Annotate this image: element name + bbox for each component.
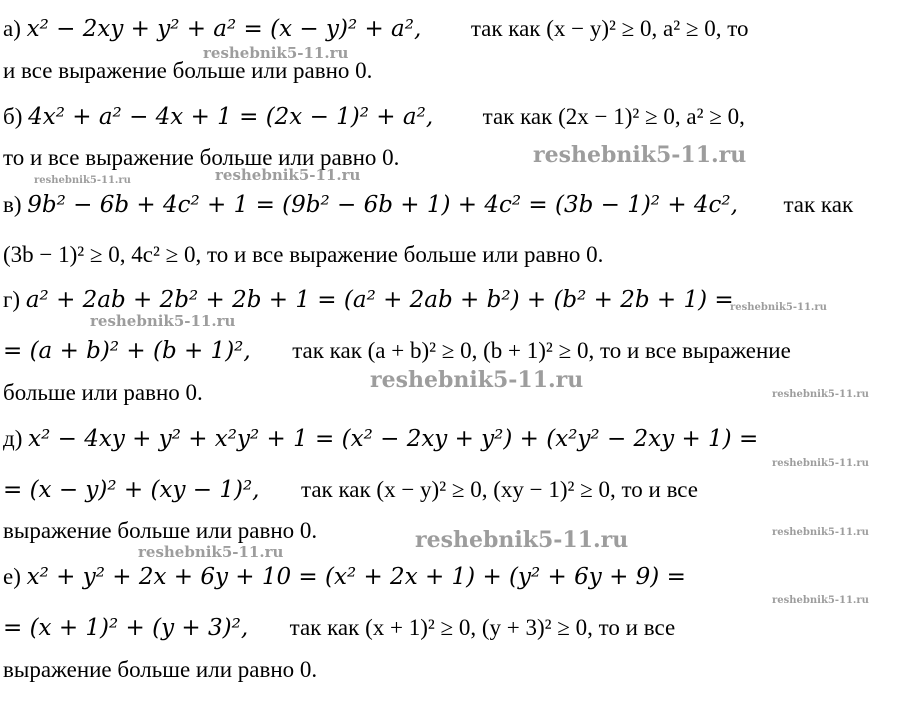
watermark: reshebnik5-11.ru <box>533 142 747 168</box>
problem-e-line-1 <box>3 562 686 592</box>
problem-g-line-2 <box>3 336 791 366</box>
problem-d-condition: так как (x − y)² ≥ 0, (xy − 1)² ≥ 0, то и все <box>300 477 699 502</box>
problem-v-expression: 9b² − 6b + 4c² + 1 = (9b² − 6b + 1) + 4c² = (3b − 1)² + 4c², <box>27 192 738 218</box>
problem-g-label: г) <box>3 287 21 312</box>
problem-a-conclusion: и все выражение больше или равно 0. <box>3 58 373 83</box>
watermark: reshebnik5-11.ru <box>34 175 131 186</box>
problem-d-result: = (x − y)² + (xy − 1)², <box>3 477 260 503</box>
problem-v-condition: так как <box>783 192 854 217</box>
problem-b-label: б) <box>3 104 23 129</box>
problem-d-line-1 <box>3 424 758 454</box>
problem-a-line-1 <box>3 14 749 44</box>
problem-g-expression: a² + 2ab + 2b² + 2b + 1 = (a² + 2ab + b²) + (b² + 2b + 1) = <box>25 287 734 313</box>
watermark: reshebnik5-11.ru <box>730 302 827 313</box>
watermark: reshebnik5-11.ru <box>215 166 361 184</box>
watermark: reshebnik5-11.ru <box>772 595 869 606</box>
watermark: reshebnik5-11.ru <box>138 543 284 561</box>
problem-g-conclusion: больше или равно 0. <box>3 380 203 405</box>
watermark: reshebnik5-11.ru <box>772 389 869 400</box>
problem-a-condition: так как (x − y)² ≥ 0, a² ≥ 0, то <box>470 16 749 41</box>
problem-b-condition: так как (2x − 1)² ≥ 0, a² ≥ 0, <box>482 104 745 129</box>
problem-a-label: а) <box>3 16 21 41</box>
problem-b-line-1 <box>3 102 745 132</box>
problem-e-label: е) <box>3 564 21 589</box>
problem-b-expression: 4x² + a² − 4x + 1 = (2x − 1)² + a², <box>28 104 434 130</box>
problem-a-expression: x² − 2xy + y² + a² = (x − y)² + a², <box>26 16 422 42</box>
watermark: reshebnik5-11.ru <box>370 367 584 393</box>
problem-e-condition: так как (x + 1)² ≥ 0, (y + 3)² ≥ 0, то и все <box>289 615 676 640</box>
watermark: reshebnik5-11.ru <box>90 312 236 330</box>
problem-g-result: = (a + b)² + (b + 1)², <box>3 338 251 364</box>
problem-d-expression: x² − 4xy + y² + x²y² + 1 = (x² − 2xy + y²) + (x²y² − 2xy + 1) = <box>28 426 759 452</box>
problem-d-conclusion: выражение больше или равно 0. <box>3 518 318 543</box>
problem-d-label: д) <box>3 426 23 451</box>
problem-e-line-2 <box>3 613 675 643</box>
problem-d-line-2 <box>3 475 698 505</box>
problem-g-condition: так как (a + b)² ≥ 0, (b + 1)² ≥ 0, то и все выражение <box>292 338 791 363</box>
watermark: reshebnik5-11.ru <box>415 527 629 553</box>
watermark: reshebnik5-11.ru <box>203 44 349 62</box>
problem-g-line-1 <box>3 285 734 315</box>
watermark: reshebnik5-11.ru <box>772 458 869 469</box>
problem-v-label: в) <box>3 192 22 217</box>
problem-e-result: = (x + 1)² + (y + 3)², <box>3 615 249 641</box>
problem-v-line-1 <box>3 190 853 220</box>
problem-e-conclusion: выражение больше или равно 0. <box>3 657 318 682</box>
problem-v-conclusion: (3b − 1)² ≥ 0, 4c² ≥ 0, то и все выражение больше или равно 0. <box>3 242 604 267</box>
problem-e-expression: x² + y² + 2x + 6y + 10 = (x² + 2x + 1) + (y² + 6y + 9) = <box>26 564 686 590</box>
problem-b-conclusion: то и все выражение больше или равно 0. <box>3 145 400 170</box>
watermark: reshebnik5-11.ru <box>772 527 869 538</box>
